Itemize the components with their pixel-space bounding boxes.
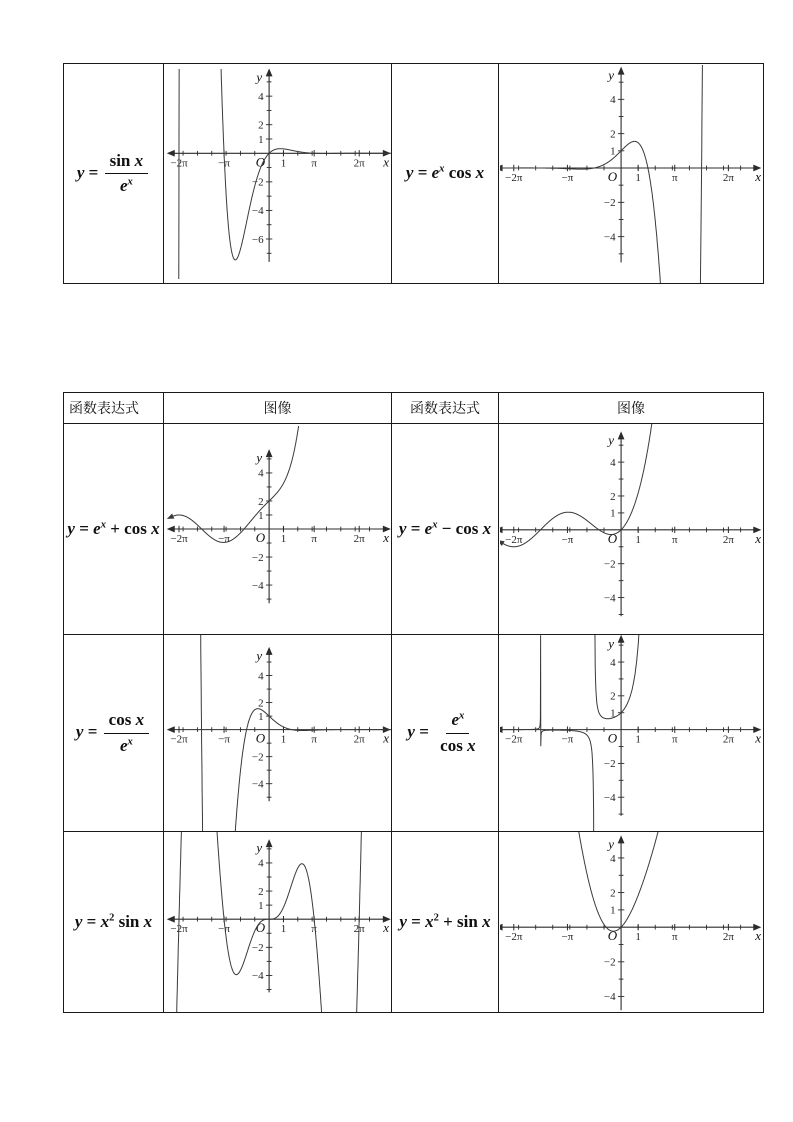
graph-cell-cosx-over-ex [164, 635, 392, 832]
svg-text:−2: −2 [603, 196, 616, 209]
svg-text:2: 2 [257, 697, 264, 710]
svg-text:x: x [382, 153, 389, 169]
graph-cosx-over-ex [165, 635, 391, 831]
svg-text:−2: −2 [603, 558, 616, 571]
svg-text:−2π: −2π [504, 171, 522, 184]
graph-cell-ex-cosx [499, 64, 764, 284]
svg-text:1: 1 [257, 710, 264, 723]
svg-text:x: x [382, 920, 389, 936]
top-table [63, 63, 764, 284]
svg-text:−2π: −2π [504, 533, 522, 546]
formula-cell-cosx-over-ex [64, 635, 164, 832]
svg-text:1: 1 [257, 509, 264, 522]
svg-text:4: 4 [609, 456, 616, 469]
svg-text:π: π [310, 923, 317, 936]
graph-cell-sinx-over-ex [164, 64, 392, 284]
graph-ex-minus-cosx [500, 424, 763, 634]
svg-text:1: 1 [280, 533, 286, 545]
graph-cell-ex-over-cosx [499, 635, 764, 832]
formula-ex-minus-cosx: $y = e^x - \cos x$ [398, 518, 492, 538]
svg-text:−2π: −2π [504, 733, 522, 746]
svg-text:1: 1 [257, 133, 264, 146]
svg-text:−π: −π [217, 733, 230, 746]
svg-text:π: π [671, 733, 678, 746]
svg-text:y: y [607, 836, 614, 852]
svg-text:1: 1 [634, 931, 641, 944]
table-row [64, 424, 764, 635]
svg-text:y: y [607, 635, 614, 651]
svg-text:O: O [607, 730, 617, 746]
svg-text:−4: −4 [251, 778, 264, 791]
graph-sinx-over-ex [165, 69, 391, 279]
svg-text:y: y [255, 840, 262, 856]
svg-text:−4: −4 [251, 970, 264, 983]
svg-text:−2: −2 [251, 551, 264, 564]
graph-ex-plus-cosx [165, 426, 391, 632]
formula-ex-plus-cosx: $y = e^x + \cos x$ [67, 518, 160, 538]
svg-text:−4: −4 [603, 792, 616, 805]
svg-text:x: x [754, 928, 761, 944]
svg-text:y: y [255, 450, 262, 466]
svg-text:2π: 2π [722, 171, 734, 184]
svg-text:2: 2 [257, 495, 264, 508]
formula-cell-x2-sinx [64, 832, 164, 1013]
svg-text:−π: −π [561, 733, 573, 746]
svg-text:O: O [607, 530, 617, 546]
graph-cell-ex-plus-cosx [164, 424, 392, 635]
formula-cell-ex-cosx [392, 64, 499, 284]
svg-text:2π: 2π [722, 733, 734, 746]
graph-ex-cosx [500, 65, 763, 283]
svg-text:2: 2 [609, 690, 616, 703]
svg-text:x: x [754, 530, 761, 546]
svg-text:π: π [310, 533, 317, 545]
svg-text:4: 4 [609, 93, 616, 106]
svg-text:x: x [754, 168, 761, 184]
formula-cell-ex-minus-cosx [392, 424, 499, 635]
svg-text:π: π [671, 931, 678, 944]
svg-text:1: 1 [609, 145, 616, 158]
svg-text:1: 1 [609, 707, 616, 720]
svg-text:−π: −π [561, 171, 573, 184]
svg-text:1: 1 [280, 156, 286, 169]
svg-text:−2: −2 [251, 176, 264, 189]
graph-cell-x2-plus-sinx [499, 832, 764, 1013]
svg-text:4: 4 [257, 467, 264, 480]
graph-x2-sinx [165, 832, 391, 1012]
svg-text:−π: −π [217, 533, 230, 545]
svg-text:−π: −π [561, 931, 573, 944]
svg-text:2: 2 [609, 490, 616, 503]
svg-text:−2π: −2π [169, 156, 188, 169]
svg-text:−2: −2 [251, 942, 264, 955]
svg-text:2: 2 [257, 885, 264, 898]
header-cell-expression-right: 函数表达式 [392, 393, 499, 424]
svg-text:−2π: −2π [504, 931, 522, 944]
formula-ex-over-cosx: y = $\frac{e^x}{\text{cos x}}$ [407, 710, 476, 755]
svg-text:1: 1 [634, 733, 641, 746]
header-cell-graph-right: 图像 [499, 393, 764, 424]
svg-text:π: π [671, 171, 678, 184]
table-row [64, 64, 764, 284]
svg-text:−4: −4 [603, 991, 616, 1004]
svg-text:x: x [754, 730, 761, 746]
svg-text:1: 1 [280, 733, 286, 746]
svg-text:2π: 2π [353, 533, 365, 545]
svg-text:−4: −4 [603, 230, 616, 243]
table-row [64, 635, 764, 832]
svg-text:−2: −2 [251, 751, 264, 764]
formula-ex-cosx: $y = e^x$ cos x [405, 163, 485, 183]
graph-ex-over-cosx [500, 635, 763, 831]
svg-text:2: 2 [609, 887, 616, 900]
svg-text:−6: −6 [251, 233, 264, 246]
table-row [64, 832, 764, 1013]
svg-text:4: 4 [257, 670, 264, 683]
header-row [64, 393, 764, 424]
formula-cell-ex-plus-cosx [64, 424, 164, 635]
svg-text:−4: −4 [251, 579, 264, 592]
svg-text:2π: 2π [722, 533, 734, 546]
formula-x2-plus-sinx: $y = x^2 + \sin x$ [399, 911, 491, 931]
svg-text:4: 4 [609, 656, 616, 669]
svg-text:4: 4 [609, 852, 616, 865]
svg-text:4: 4 [257, 857, 264, 870]
svg-text:π: π [310, 156, 317, 169]
svg-text:1: 1 [257, 899, 264, 912]
svg-text:−2π: −2π [169, 733, 188, 746]
svg-text:−2: −2 [603, 758, 616, 771]
svg-text:O: O [607, 928, 617, 944]
svg-text:O: O [255, 920, 265, 936]
svg-text:2π: 2π [353, 156, 365, 169]
svg-text:−π: −π [561, 533, 573, 546]
svg-text:y: y [607, 432, 614, 448]
svg-text:y: y [255, 647, 262, 663]
svg-text:1: 1 [634, 171, 641, 184]
svg-text:O: O [255, 730, 265, 746]
formula-cell-sinx-over-ex [64, 64, 164, 284]
svg-text:1: 1 [634, 533, 641, 546]
svg-text:−π: −π [217, 923, 230, 936]
svg-text:2π: 2π [353, 923, 365, 936]
svg-text:x: x [382, 530, 389, 545]
svg-text:O: O [255, 153, 265, 169]
graph-cell-x2-sinx [164, 832, 392, 1013]
svg-text:−2: −2 [603, 956, 616, 969]
svg-text:−4: −4 [251, 204, 264, 217]
graph-cell-ex-minus-cosx [499, 424, 764, 635]
formula-x2-sinx: $y = x^2$ sin x [74, 911, 153, 931]
svg-text:2π: 2π [353, 733, 365, 746]
header-cell-graph-left: 图像 [164, 393, 392, 424]
formula-sinx-over-ex: y = $\frac{\text{sin x}}{e^x}$ [77, 151, 150, 197]
svg-text:2: 2 [609, 127, 616, 140]
svg-text:π: π [310, 733, 317, 746]
svg-text:−π: −π [217, 156, 230, 169]
svg-text:O: O [255, 530, 265, 545]
header-cell-expression-left: 函数表达式 [64, 393, 164, 424]
svg-text:−4: −4 [603, 592, 616, 605]
svg-text:x: x [382, 730, 389, 746]
graph-x2-plus-sinx [500, 832, 763, 1012]
svg-text:1: 1 [609, 507, 616, 520]
svg-text:1: 1 [609, 904, 616, 917]
formula-cell-ex-over-cosx [392, 635, 499, 832]
svg-text:y: y [255, 68, 262, 84]
formula-cell-x2-plus-sinx [392, 832, 499, 1013]
svg-text:π: π [671, 533, 678, 546]
formula-cosx-over-ex: y = $\frac{\text{cos x}}{e^x}$ [76, 710, 151, 756]
svg-text:4: 4 [257, 90, 264, 103]
svg-text:O: O [607, 168, 617, 184]
svg-text:−2π: −2π [169, 923, 188, 936]
svg-text:−2π: −2π [169, 533, 188, 545]
main-table [63, 392, 764, 1013]
svg-text:1: 1 [280, 923, 286, 936]
svg-text:2π: 2π [722, 931, 734, 944]
svg-text:2: 2 [257, 119, 264, 132]
svg-text:y: y [607, 67, 614, 83]
